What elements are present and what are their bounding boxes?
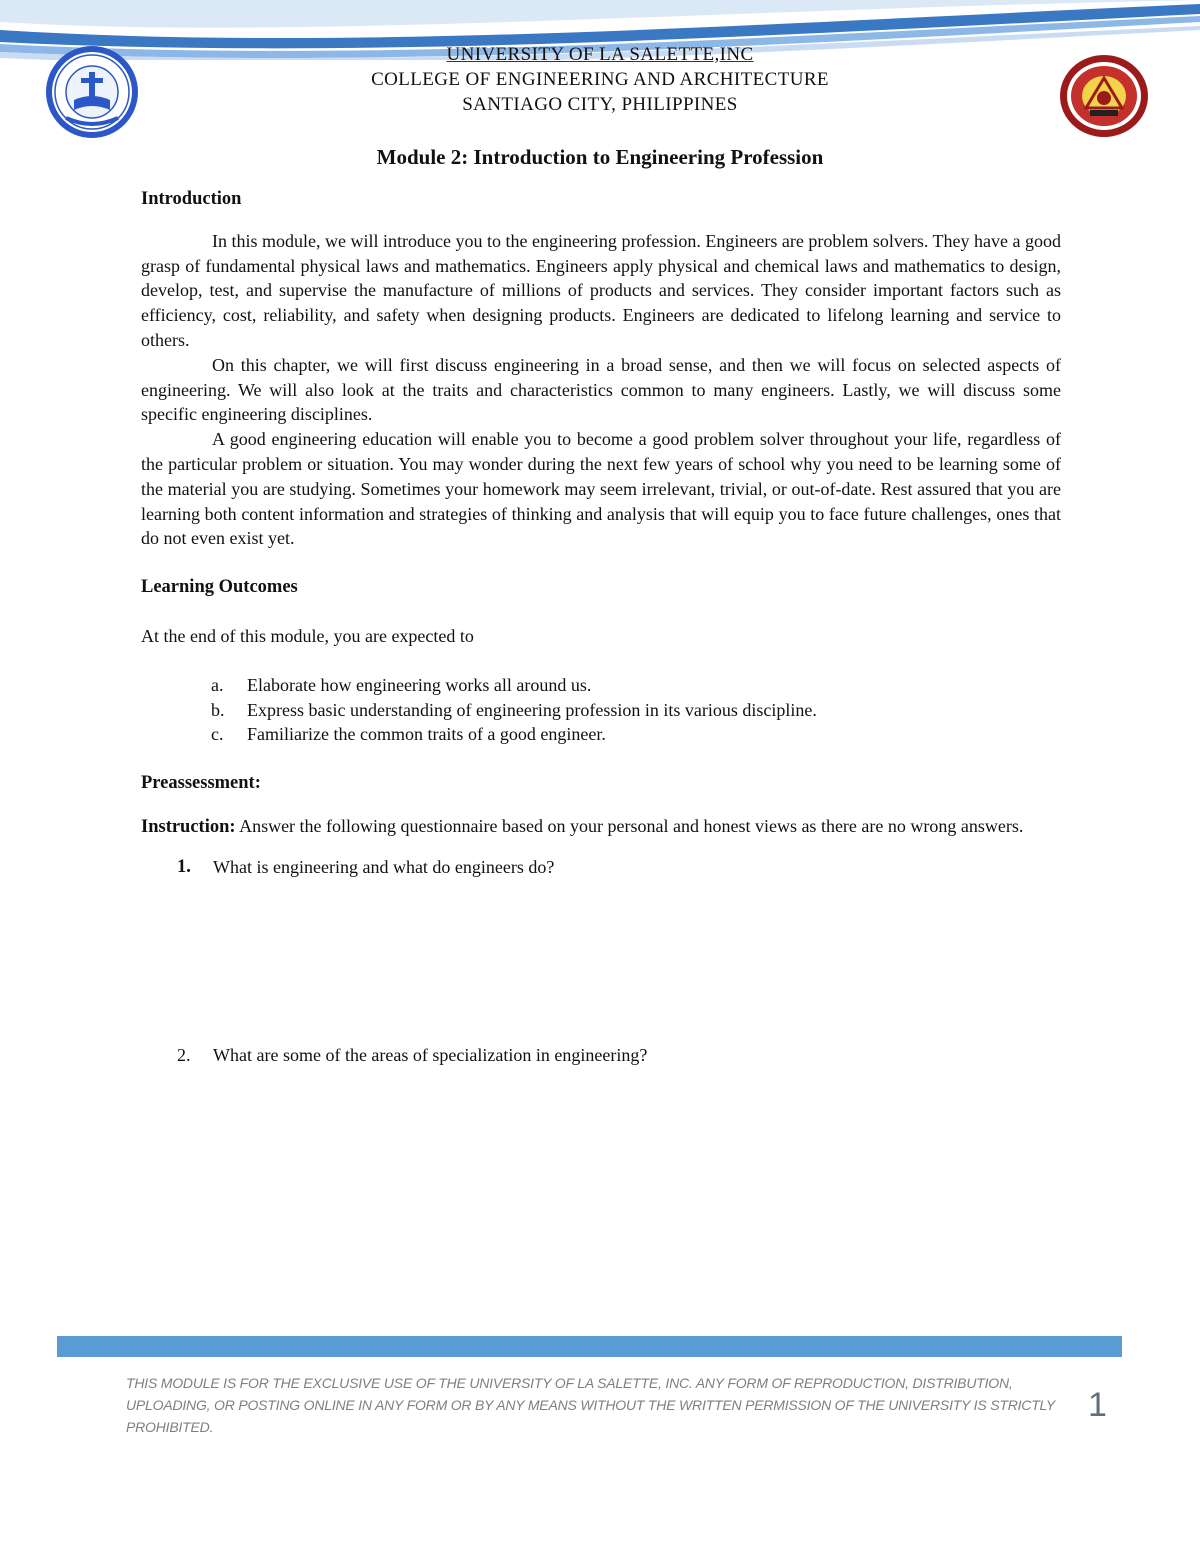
- learning-outcomes-list: [211, 673, 1061, 747]
- university-header: [0, 42, 1200, 117]
- list-item: a. Elaborate how engineering works all around us.: [211, 674, 592, 695]
- list-item: b. Express basic understanding of engineering profession in its various discipline.: [211, 699, 817, 720]
- college-name: COLLEGE OF ENGINEERING AND ARCHITECTURE: [371, 69, 829, 90]
- university-location: SANTIAGO CITY, PHILIPPINES: [462, 94, 738, 115]
- intro-paragraph-2: On this chapter, we will first discuss engineering in a broad sense, and then we will focus on selected aspects of engineering. We will also look at the traits and characteristics common to many engineers. Lastly, we will discuss some specific engineering disciplines.: [141, 354, 1061, 425]
- footer-disclaimer: THIS MODULE IS FOR THE EXCLUSIVE USE OF THE UNIVERSITY OF LA SALETTE, INC. ANY FORM OF REPRODUCTION, DISTRIBUTION, UPLOADING, OR POSTING ONLINE IN ANY FORM OR BY ANY MEANS WITHOUT THE WRITTEN PERMISSION OF THE UNIVERSITY IS STRICTLY PROHIBITED.: [126, 1375, 1055, 1435]
- introduction-heading: Introduction: [141, 189, 242, 209]
- preassessment-heading: Preassessment:: [141, 773, 261, 794]
- question-1: 1. What is engineering and what do engineers do?: [177, 856, 555, 877]
- instruction-label: Instruction:: [141, 816, 236, 837]
- footer-bar: [57, 1336, 1122, 1357]
- question-list: [141, 855, 1061, 1068]
- module-title: Module 2: Introduction to Engineering Profession: [376, 145, 824, 169]
- preassessment-instruction: [141, 813, 1061, 841]
- learning-outcomes-heading: Learning Outcomes: [141, 577, 298, 598]
- answer-space-1: [141, 880, 1061, 1043]
- document-body: [141, 187, 1061, 1068]
- question-2: 2. What are some of the areas of specialization in engineering?: [177, 1044, 648, 1065]
- university-name: UNIVERSITY OF LA SALETTE,INC: [446, 44, 754, 65]
- learning-outcomes-lead: At the end of this module, you are expected to: [141, 625, 474, 646]
- list-item: c. Familiarize the common traits of a good engineer.: [211, 724, 606, 745]
- instruction-text: Answer the following questionnaire based on your personal and honest views as there are no wrong answers.: [235, 815, 1024, 836]
- intro-paragraph-1: In this module, we will introduce you to the engineering profession. Engineers are problem solvers. They have a good grasp of fundamental physical laws and mathematics. Engineers apply physical and chemical laws and mathematics to design, develop, test, and supervise the manufacture of millions of products and services. They consider important factors such as efficiency, cost, reliability, and safety when designing products. Engineers are dedicated to lifelong learning and service to others.: [141, 230, 1061, 350]
- intro-paragraph-3: A good engineering education will enable you to become a good problem solver throughout your life, regardless of the particular problem or situation. You may wonder during the next few years of school why you need to be learning some of the material you are studying. Sometimes your homework may seem irrelevant, trivial, or out-of-date. Rest assured that you are learning both content information and strategies of thinking and analysis that will equip you to face future challenges, ones that do not even exist yet.: [141, 429, 1061, 549]
- page-number: 1: [1088, 1386, 1107, 1424]
